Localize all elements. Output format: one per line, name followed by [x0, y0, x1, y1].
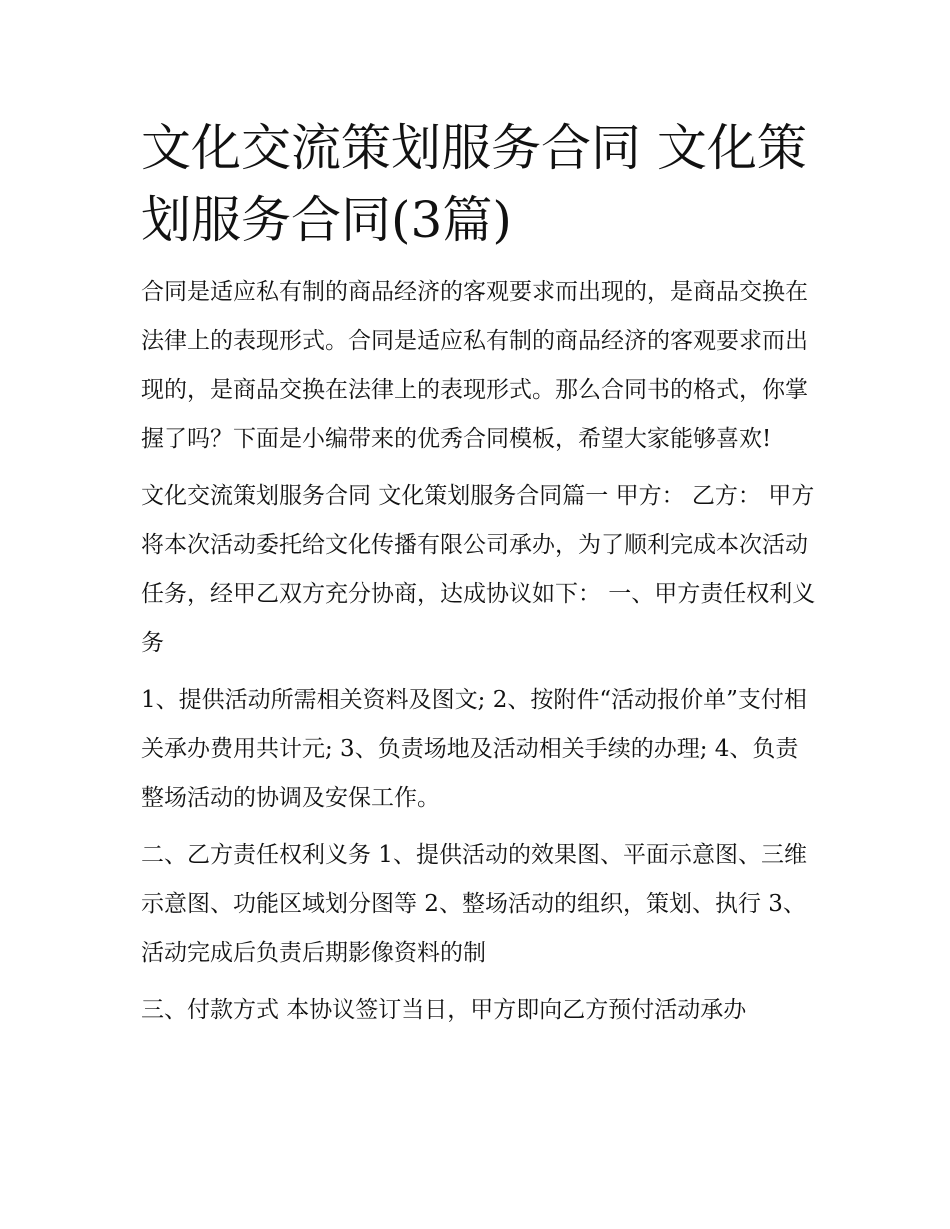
- paragraph-contract-parties: 文化交流策划服务合同 文化策划服务合同篇一 甲方： 乙方： 甲方将本次活动委托给文化传播有限公司承办，为了顺利完成本次活动任务，经甲乙双方充分协商，达成协议如下： 一、甲方责任权利义务: [141, 483, 816, 656]
- paragraph-payment-terms: 三、付款方式 本协议签订当日，甲方即向乙方预付活动承办: [141, 997, 747, 1023]
- paragraph-party-b-duties: 二、乙方责任权利义务 1、提供活动的效果图、平面示意图、三维示意图、功能区域划分图等 2、整场活动的组织，策划、执行 3、活动完成后负责后期影像资料的制: [141, 842, 807, 966]
- document-body: [141, 112, 821, 1043]
- paragraph-intro: 合同是适应私有制的商品经济的客观要求而出现的，是商品交换在法律上的表现形式。合同是适应私有制的商品经济的客观要求而出现的，是商品交换在法律上的表现形式。那么合同书的格式，你掌握了吗？下面是小编带来的优秀合同模板，希望大家能够喜欢!: [141, 279, 808, 452]
- paragraph-party-a-duties: 1、提供活动所需相关资料及图文; 2、按附件“活动报价单”支付相关承办费用共计元; 3、负责场地及活动相关手续的办理; 4、负责整场活动的协调及安保工作。: [141, 687, 807, 811]
- document-title: 文化交流策划服务合同 文化策划服务合同(3篇): [141, 119, 807, 249]
